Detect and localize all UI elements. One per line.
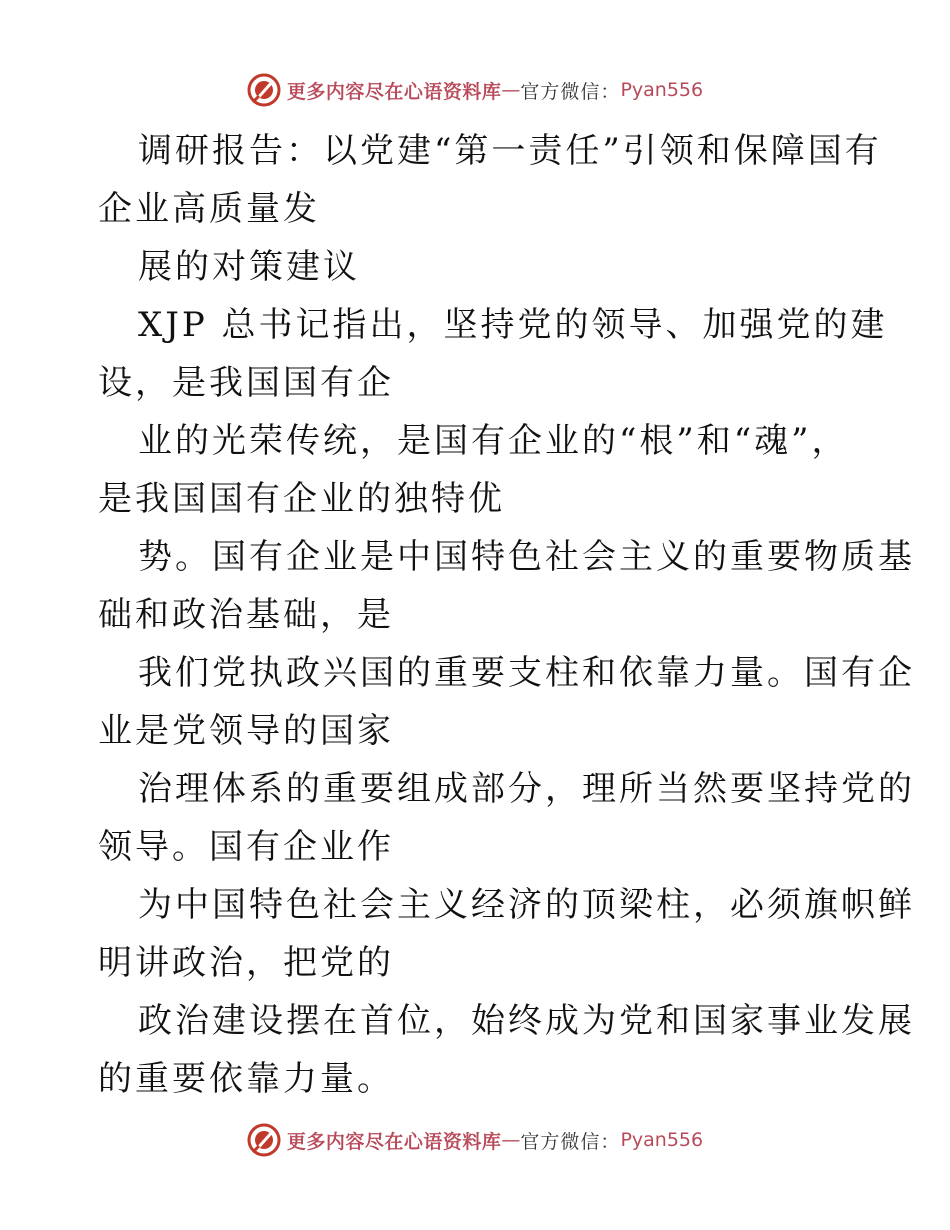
footer-banner: [0, 1120, 950, 1160]
text-line: 势。国有企业是中国特色社会主义的重要物质基: [138, 537, 915, 577]
text-line: 治理体系的重要组成部分，理所当然要坚持党的: [138, 769, 915, 809]
text-line: 调研报告：以党建“第一责任”引领和保障国有: [138, 131, 882, 171]
banner-wechat-label: 官方微信：: [520, 80, 621, 103]
brand-logo-icon: [247, 73, 281, 107]
banner-slogan: 更多内容尽在心语资料库: [286, 80, 502, 103]
text-line: 业的光荣传统，是国有企业的“根”和“魂”，: [138, 421, 849, 461]
text-line: 设，是我国国有企: [98, 363, 394, 403]
text-line: 的重要依靠力量。: [98, 1059, 394, 1099]
brand-logo-icon: [247, 1123, 281, 1157]
banner-wechat-id: Pyan556: [620, 1129, 704, 1151]
document-body: [98, 122, 915, 1108]
text-line: 我们党执政兴国的重要支柱和依靠力量。国有企: [138, 653, 915, 693]
text-line: 为中国特色社会主义经济的顶梁柱，必须旗帜鲜: [138, 885, 915, 925]
banner-wechat-id: Pyan556: [620, 79, 704, 101]
text-line: 企业高质量发: [98, 189, 320, 229]
text-line: 础和政治基础，是: [98, 595, 394, 635]
text-line: 展的对策建议: [138, 247, 360, 287]
banner-separator: —: [501, 1129, 521, 1151]
header-banner: [0, 70, 950, 110]
banner-slogan: 更多内容尽在心语资料库: [286, 1130, 502, 1153]
text-line: 政治建设摆在首位，始终成为党和国家事业发展: [138, 1001, 915, 1041]
text-line: 领导。国有企业作: [98, 827, 394, 867]
banner-separator: —: [501, 79, 521, 101]
text-line: 明讲政治，把党的: [98, 943, 394, 983]
banner-wechat-label: 官方微信：: [520, 1130, 621, 1153]
text-line: 业是党领导的国家: [98, 711, 394, 751]
text-line: 是我国国有企业的独特优: [98, 479, 505, 519]
text-line: XJP 总书记指出，坚持党的领导、加强党的建: [138, 305, 888, 345]
